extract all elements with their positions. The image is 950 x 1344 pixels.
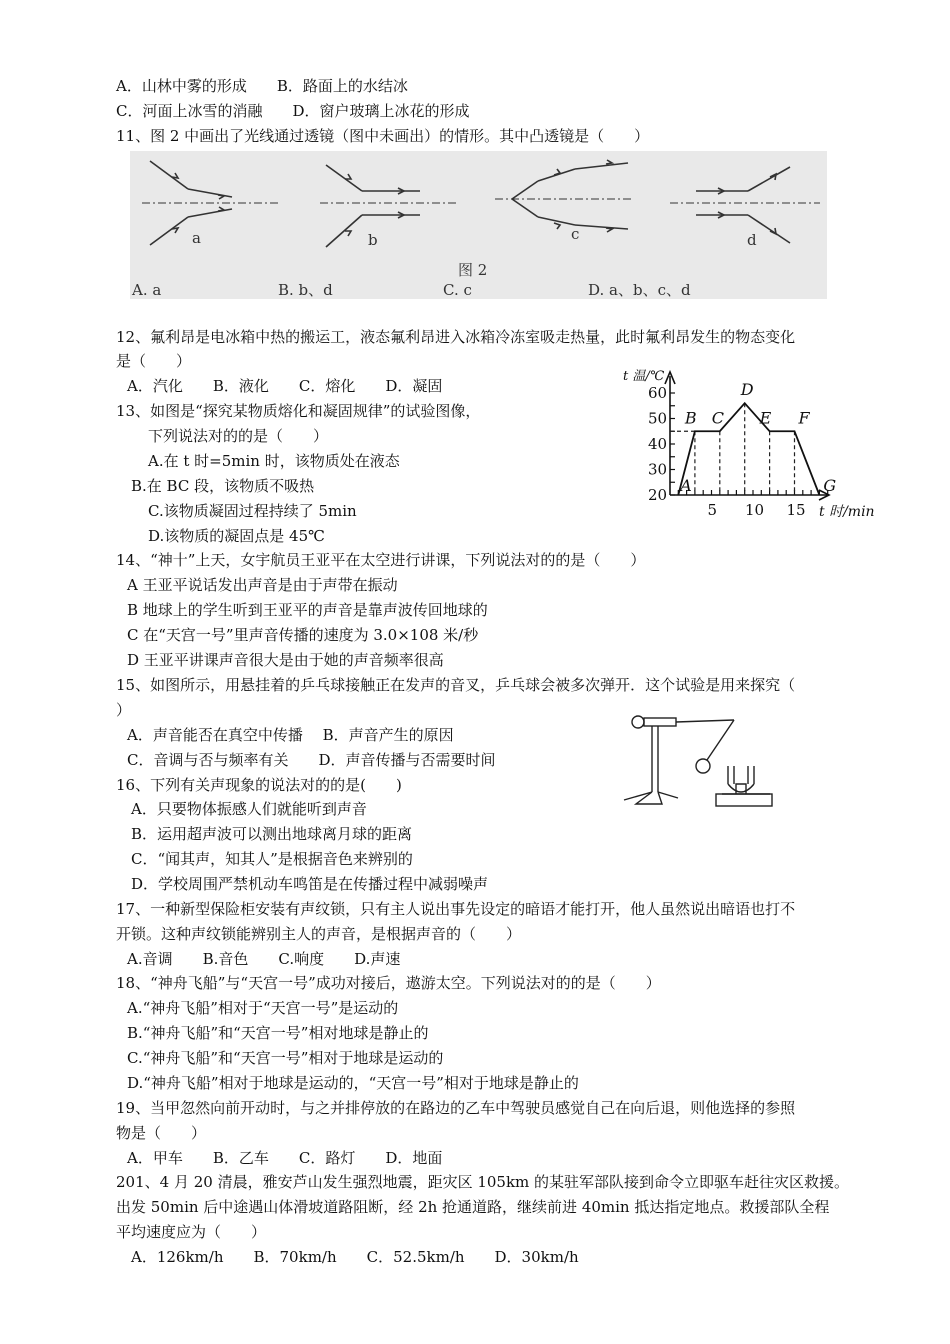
q13-option-d: D.该物质的凝固点是 45℃ [148, 527, 325, 545]
point-label-D: D [740, 380, 754, 400]
fig2-label-c: c [571, 225, 580, 243]
point-label-F: F [798, 408, 810, 428]
y-tick-label: 30 [648, 460, 668, 479]
q13-stem-cont: 下列说法对的的是（ ） [148, 427, 329, 445]
temperature-time-chart [615, 362, 880, 522]
q17-options: A.音调 B.音色 C.响度 D.声速 [127, 950, 401, 968]
q20-stem: 201、4 月 20 清晨，雅安芦山发生强烈地震，距灾区 105km 的某驻军部队接到命令立即驱车赶往灾区救援。 [116, 1173, 850, 1191]
q15-options-ab: A．声音能否在真空中传播 B．声音产生的原因 [127, 726, 454, 744]
q12-stem: 12、氟利昂是电冰箱中热的搬运工，液态氟利昂进入冰箱冷冻室吸走热量，此时氟利昂发生的物态变化 [116, 328, 796, 346]
q18-option-b: B.“神舟飞船”和“天宫一号”相对地球是静止的 [127, 1024, 429, 1042]
q14-option-c: C 在“天宫一号”里声音传播的速度为 3.0×108 米/秒 [127, 626, 479, 644]
q18-stem: 18、“神舟飞船”与“天宫一号”成功对接后，遨游太空。下列说法对的的是（ ） [116, 974, 661, 992]
y-axis-label: t 温/℃ [623, 369, 665, 384]
point-label-E: E [759, 408, 772, 428]
q11-stem: 11、图 2 中画出了光线通过透镜（图中未画出）的情形。其中凸透镜是（ ） [116, 127, 650, 145]
fig2-label-d: d [747, 231, 757, 249]
q12-stem-cont: 是（ ） [116, 352, 192, 370]
y-tick-label: 20 [648, 486, 668, 504]
fig2-option-a: A. a [132, 281, 162, 299]
figure-2-lens-rays [130, 151, 827, 299]
q14-option-d: D 王亚平讲课声音很大是由于她的声音频率很高 [127, 651, 444, 669]
q16-stem: 16、下列有关声现象的说法对的的是( ) [116, 776, 402, 794]
q17-stem: 17、一种新型保险柜安装有声纹锁，只有主人说出事先设定的暗语才能打开，他人虽然说出暗语也打不 [116, 900, 796, 918]
y-tick-label: 60 [648, 384, 668, 402]
q18-option-c: C.“神舟飞船”和“天宫一号”相对于地球是运动的 [127, 1049, 444, 1067]
q17-stem-cont: 开锁。这种声纹锁能辨别主人的声音，是根据声音的（ ） [116, 925, 522, 943]
x-tick-label: 10 [745, 501, 765, 519]
point-label-B: B [684, 408, 697, 428]
q13-stem: 13、如图是“探究某物质熔化和凝固规律”的试验图像， [116, 402, 481, 420]
q14-stem: 14、“神十”上天，女宇航员王亚平在太空进行讲课，下列说法对的的是（ ） [116, 551, 646, 569]
point-label-G: G [823, 476, 837, 495]
q18-option-d: D.“神舟飞船”相对于地球是运动的，“天宫一号”相对于地球是静止的 [127, 1074, 579, 1092]
fig2-caption: 图 2 [458, 261, 488, 279]
x-tick-label: 15 [786, 501, 806, 519]
y-tick-label: 40 [648, 435, 668, 453]
q15-stem-cont: ） [116, 701, 132, 719]
q15-options-cd: C．音调与否与频率有关 D．声音传播与否需要时间 [127, 751, 496, 769]
q13-option-b: B.在 BC 段，该物质不吸热 [131, 477, 315, 495]
q12-options: A．汽化 B．液化 C．熔化 D．凝固 [127, 377, 443, 395]
q14-option-b: B 地球上的学生听到王亚平的声音是靠声波传回地球的 [127, 601, 488, 619]
point-label-C: C [711, 408, 725, 428]
y-tick-label: 50 [648, 409, 668, 428]
q16-option-a: A．只要物体振感人们就能听到声音 [131, 800, 367, 818]
fig2-option-b: B. b、d [278, 281, 333, 299]
fig2-option-c: C. c [443, 281, 472, 299]
q19-stem-cont: 物是（ ） [116, 1124, 207, 1142]
q18-option-a: A.“神舟飞船”相对于“天宫一号”是运动的 [127, 999, 399, 1017]
q13-option-c: C.该物质凝固过程持续了 5min [148, 502, 357, 520]
q20-options: A．126km/h B．70km/h C．52.5km/h D．30km/h [131, 1248, 579, 1266]
q20-stem-cont: 出发 50min 后中途遇山体滑坡道路阻断，经 2h 抢通道路，继续前进 40min 抵达指定地点。救援部队全程 [116, 1198, 830, 1216]
q13-option-a: A.在 t 时=5min 时，该物质处在液态 [148, 452, 400, 470]
fig2-label-b: b [368, 231, 378, 249]
q10-options-cd: C．河面上冰雪的消融 D．窗户玻璃上冰花的形成 [116, 102, 470, 120]
q20-stem-cont2: 平均速度应为（ ） [116, 1223, 267, 1241]
q19-options: A．甲车 B．乙车 C．路灯 D．地面 [127, 1149, 443, 1167]
q16-option-b: B．运用超声波可以测出地球离月球的距离 [131, 825, 413, 843]
tuning-fork-figure [616, 712, 776, 812]
q14-option-a: A 王亚平说话发出声音是由于声带在振动 [127, 576, 398, 594]
q16-option-c: C．“闻其声，知其人”是根据音色来辨别的 [131, 850, 413, 868]
q10-options-ab: A．山林中雾的形成 B．路面上的水结冰 [116, 77, 408, 95]
q19-stem: 19、当甲忽然向前开动时，与之并排停放的在路边的乙车中驾驶员感觉自己在向后退，则他选择的参照 [116, 1099, 796, 1117]
q16-option-d: D．学校周围严禁机动车鸣笛是在传播过程中减弱噪声 [131, 875, 489, 893]
x-axis-label: t 时/min [819, 504, 875, 520]
point-label-A: A [680, 476, 692, 495]
x-tick-label: 5 [707, 501, 718, 519]
fig2-option-d: D. a、b、c、d [588, 281, 691, 299]
q15-stem: 15、如图所示，用悬挂着的乒乓球接触正在发声的音叉，乒乓球会被多次弹开．这个试验是用来探究（ [116, 676, 796, 694]
fig2-label-a: a [192, 229, 201, 247]
